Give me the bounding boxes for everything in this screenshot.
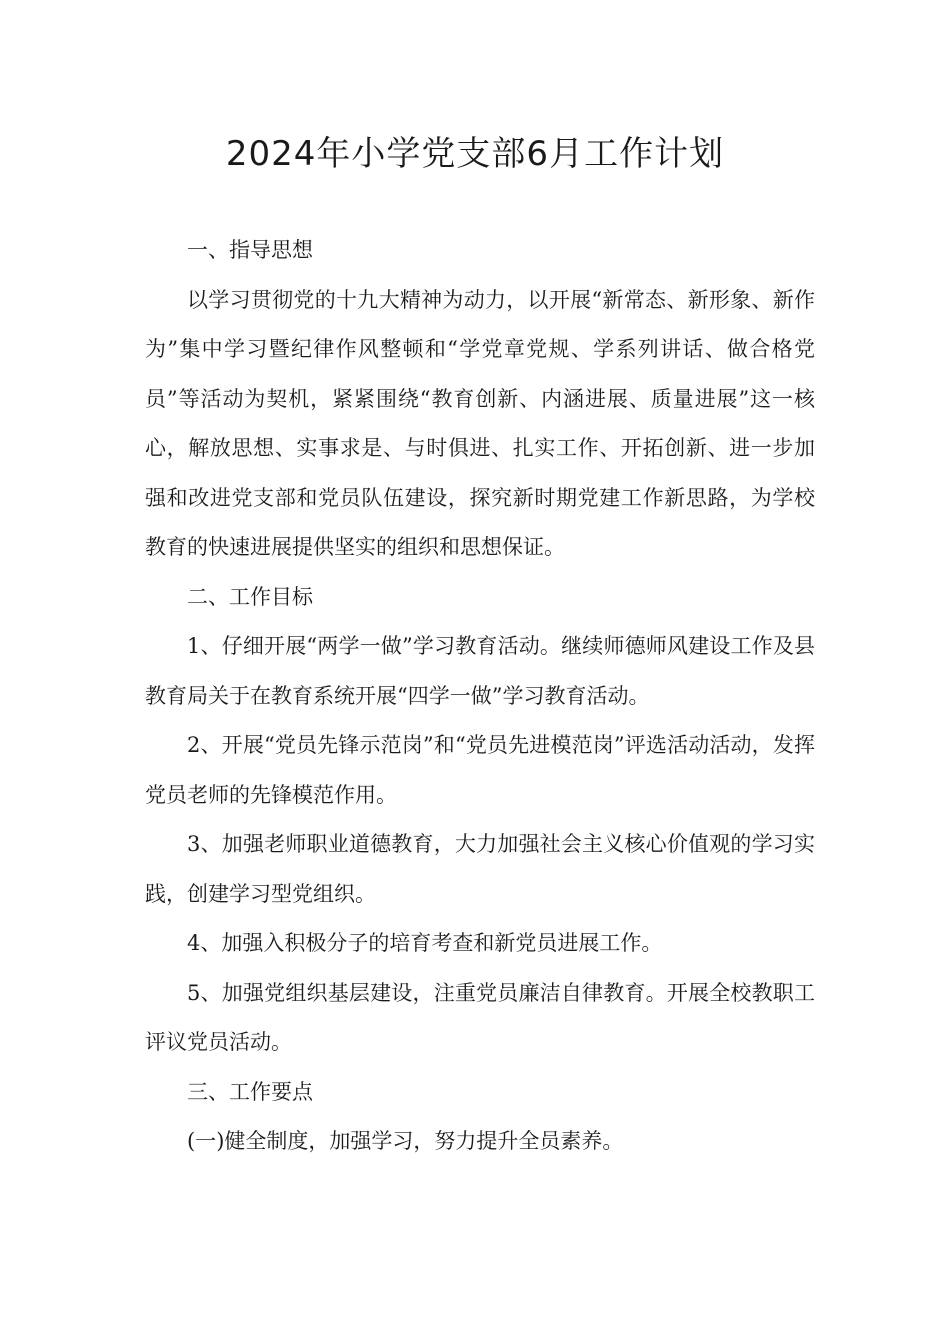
section-heading-work-points: 三、工作要点 xyxy=(187,1079,313,1104)
work-goal-item: 3、加强老师职业道德教育，大力加强社会主义核心价值观的学习实践，创建学习型党组织。 xyxy=(145,832,815,906)
document-title: 2024年小学党支部6月工作计划 xyxy=(225,134,725,174)
work-goal-item: 5、加强党组织基层建设，注重党员廉洁自律教育。开展全校教职工评议党员活动。 xyxy=(145,980,815,1054)
subsection-heading: (一)健全制度，加强学习，努力提升全员素养。 xyxy=(187,1129,624,1153)
work-goal-item: 1、仔细开展“两学一做”学习教育活动。继续师德师风建设工作及县教育局关于在教育系统开展“四学一做”学习教育活动。 xyxy=(145,634,815,708)
work-goal-item: 4、加强入积极分子的培育考查和新党员进展工作。 xyxy=(187,931,663,955)
section-heading-work-goals: 二、工作目标 xyxy=(187,584,313,609)
document-body xyxy=(145,226,815,1167)
guiding-ideology-paragraph: 以学习贯彻党的十九大精神为动力，以开展“新常态、新形象、新作为”集中学习暨纪律作风整顿和“学党章党规、学系列讲话、做合格党员”等活动为契机，紧紧围绕“教育创新、内涵进展、质量进展”这一核心，解放思想、实事求是、与时俱进、扎实工作、开拓创新、进一步加强和改进党支部和党员队伍建设，探究新时期党建工作新思路，为学校教育的快速进展提供坚实的组织和思想保证。 xyxy=(145,287,815,559)
section-heading-guiding-ideology: 一、指导思想 xyxy=(187,238,313,262)
work-goal-item: 2、开展“党员先锋示范岗”和“党员先进模范岗”评选活动活动，发挥党员老师的先锋模范作用。 xyxy=(145,733,815,807)
